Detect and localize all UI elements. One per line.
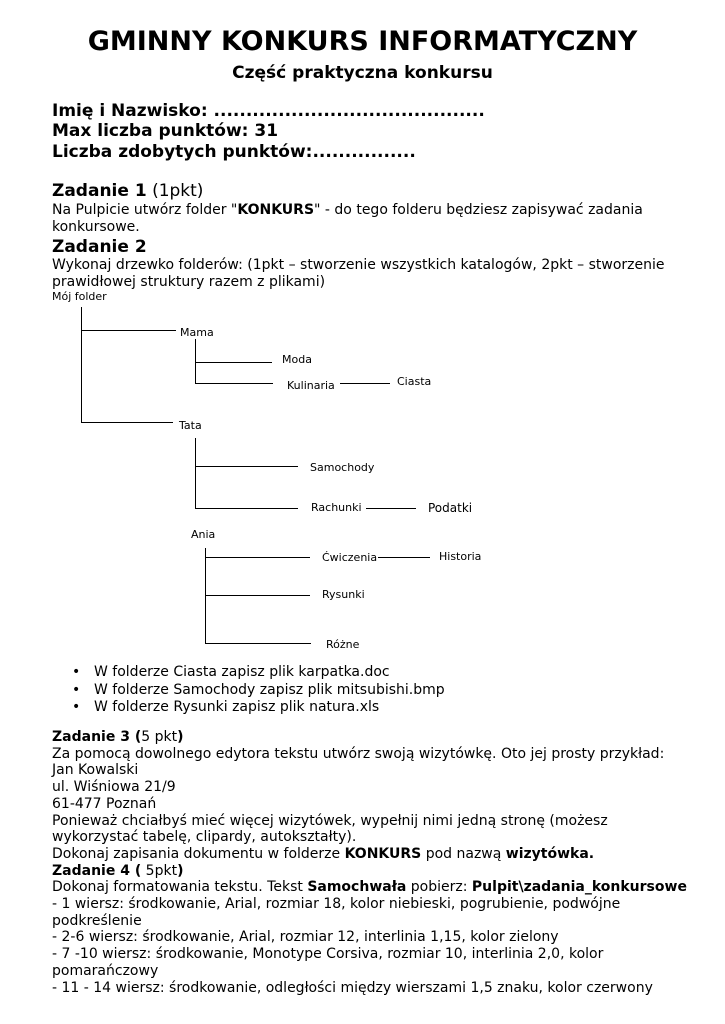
task3-save [52,846,692,863]
tree-line [195,339,196,383]
task3-heading [52,729,692,746]
tree-folder-ania: Ania [191,528,216,541]
task4-heading-close: ) [177,862,184,879]
tree-line [205,643,311,644]
tree-line [205,557,310,558]
task3-save-before: Dokonaj zapisania dokumentu w folderze [52,845,345,862]
page-subtitle: Część praktyczna konkursu [232,63,493,83]
task3-points: 5 pkt [141,729,178,745]
tree-folder-samochody: Samochody [310,461,375,474]
task4-line3: - 7 -10 wiersz: środkowanie, Monotype Corsiva, rozmiar 10, interlinia 2,0, kolor pomarańczowy [52,946,604,979]
task4-intro [52,879,692,896]
task3-card-line2: ul. Wiśniowa 21/9 [52,779,176,796]
page-title: GMINNY KONKURS INFORMATYCZNY [87,26,638,57]
task4-intro-path: Pulpit\zadania_konkursowe [471,879,687,896]
tree-line [366,508,416,509]
list-item: • W folderze Ciasta zapisz plik karpatka.doc [72,664,445,682]
tree-line [195,383,273,384]
tree-folder-rozne: Różne [326,638,360,651]
task3-more: Ponieważ chciałbyś mieć więcej wizytówek, wypełnij nimi jedną stronę (możesz wykorzystać tabelę, clipardy, autokształty). [52,812,608,846]
tree-line [195,508,298,509]
task2-heading: Zadanie 2 [52,237,147,257]
tree-line [81,330,176,331]
task3-heading-text: Zadanie 3 ( [52,729,142,745]
tree-line [81,307,82,422]
tree-folder-historia: Historia [439,550,482,563]
task4-intro-filename: Samochwała [307,879,407,896]
task4-intro-mid: pobierz: [406,879,472,896]
task3-save-mid: pod nazwą [421,845,506,862]
task4-heading [52,863,692,880]
task2-text: Wykonaj drzewko folderów: (1pkt – stworzenie wszystkich katalogów, 2pkt – stworzenie prawidłowej struktury razem z plikami) [52,257,665,290]
task2-bullet-list [72,664,445,717]
task4-line1: - 1 wiersz: środkowanie, Arial, rozmiar 18, kolor niebieski, pogrubienie, podwójne podkreślenie [52,896,621,929]
tree-line [195,466,298,467]
task1-text [52,202,682,236]
list-item: • W folderze Samochody zapisz plik mitsubishi.bmp [72,682,445,700]
task1-points: (1pkt) [152,181,204,201]
task3-heading-close: ) [177,729,184,745]
task1-text-bold: KONKURS [237,202,315,218]
tree-folder-rysunki: Rysunki [322,588,365,601]
max-points-label: Max liczba punktów: 31 [52,121,279,141]
tree-folder-podatki: Podatki [428,501,473,515]
task3-card-line3: 61-477 Poznań [52,795,157,812]
task3-section [52,729,692,996]
tree-line [378,557,430,558]
tree-folder-mama: Mama [180,326,214,339]
tree-line [340,383,390,384]
task1-heading [52,181,203,201]
task1-heading-text: Zadanie 1 [52,181,147,201]
task4-line2: - 2-6 wiersz: środkowanie, Arial, rozmiar 12, interlinia 1,15, kolor zielony [52,929,559,946]
tree-root-label: Mój folder [52,290,107,303]
tree-folder-tata: Tata [179,419,202,432]
task4-intro-before: Dokonaj formatowania tekstu. Tekst [52,879,308,896]
task4-heading-text: Zadanie 4 ( [52,862,142,879]
tree-line [205,595,310,596]
tree-line [205,548,206,644]
earned-points-label: Liczba zdobytych punktów:................ [52,142,416,162]
task1-text-before: Na Pulpicie utwórz folder " [52,202,238,218]
tree-line [195,362,272,363]
task3-save-filename: wizytówka. [505,845,595,862]
task4-line4: - 11 - 14 wiersz: środkowanie, odległości między wierszami 1,5 znaku, kolor czerwony [52,979,653,996]
tree-folder-kulinaria: Kulinaria [287,379,335,392]
tree-folder-cwiczenia: Ćwiczenia [322,551,378,564]
list-item: • W folderze Rysunki zapisz plik natura.xls [72,699,445,717]
tree-folder-moda: Moda [282,353,312,366]
task4-points: 5pkt [141,862,178,879]
task3-card-line1: Jan Kowalski [52,762,139,779]
tree-line [195,438,196,508]
task3-save-folder: KONKURS [344,845,422,862]
tree-folder-ciasta: Ciasta [397,375,432,388]
name-field-label: Imię i Nazwisko: .......................................... [52,101,485,121]
tree-line [81,422,173,423]
task3-intro: Za pomocą dowolnego edytora tekstu utwórz swoją wizytówkę. Oto jej prosty przykład: [52,745,665,762]
task1-text-after: " - do tego folderu będziesz zapisywać zadania konkursowe. [52,202,643,235]
tree-folder-rachunki: Rachunki [311,501,362,514]
